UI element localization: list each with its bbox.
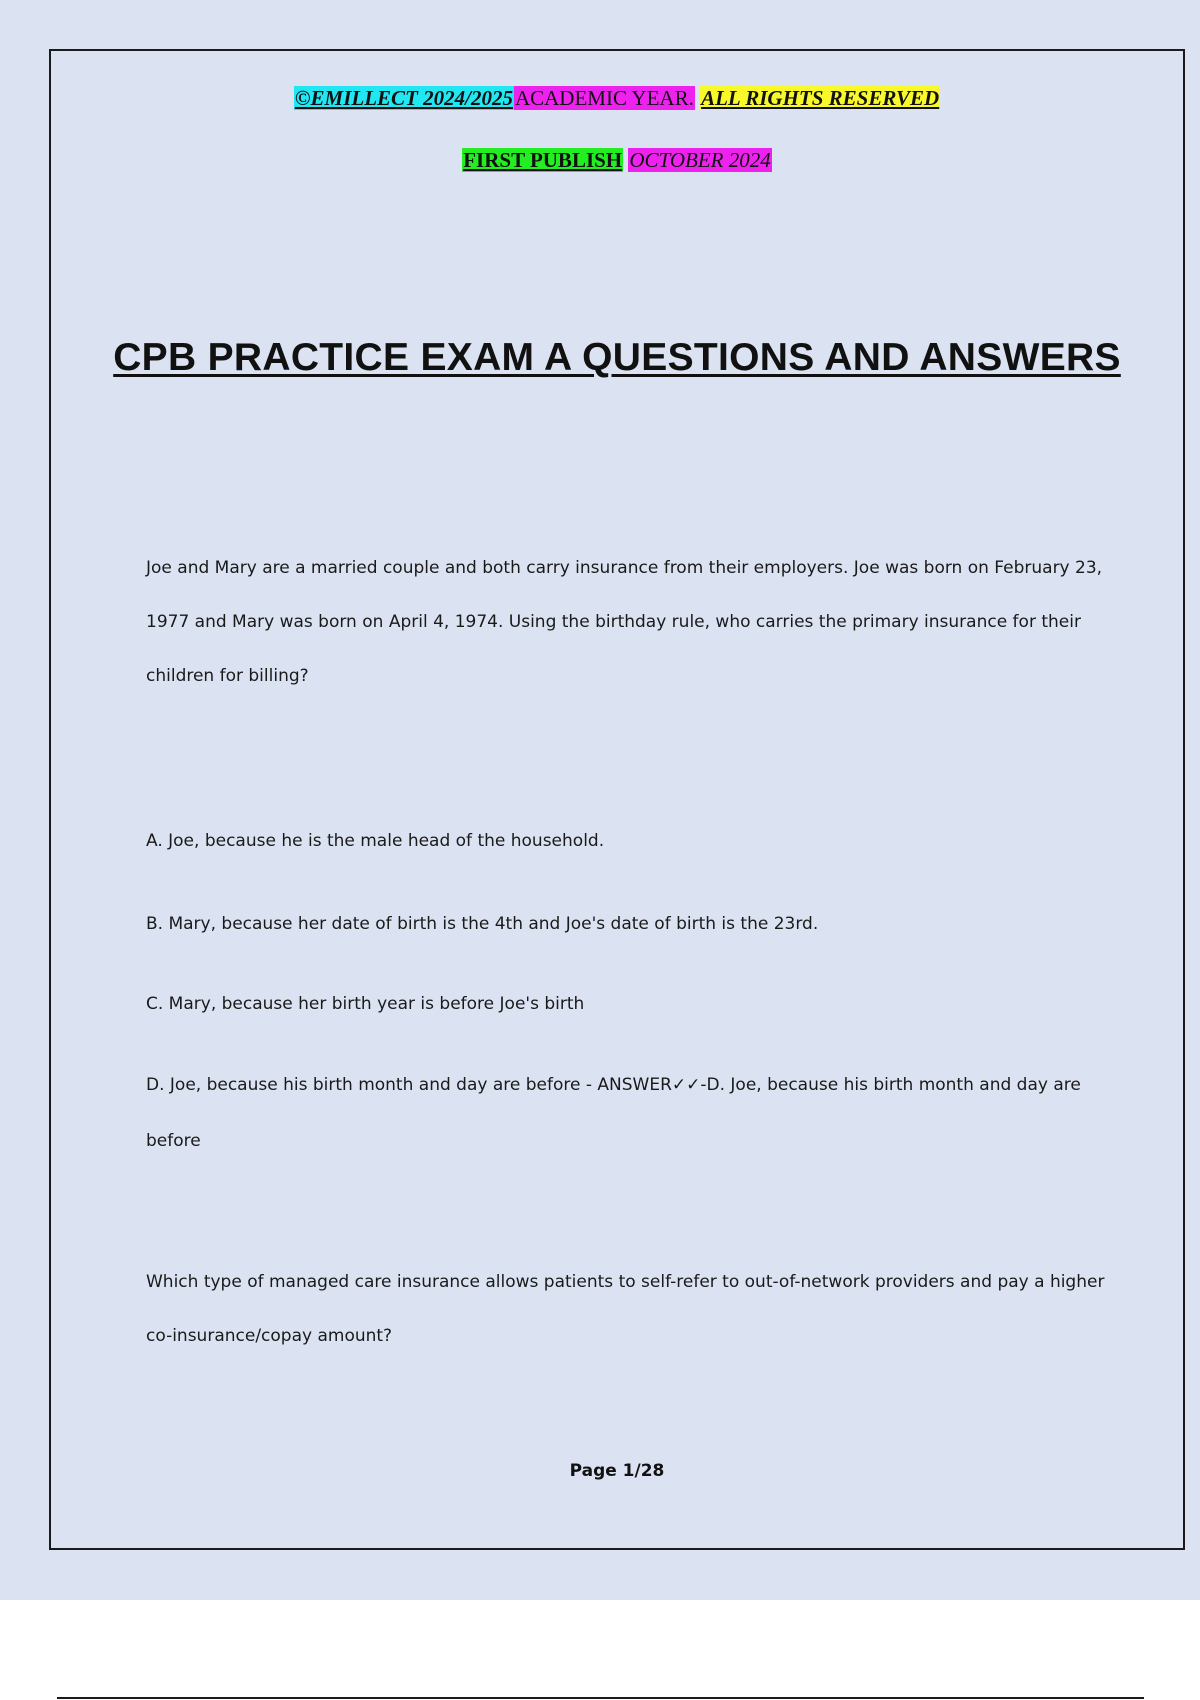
page-border-frame [49, 49, 1185, 1550]
question-1-option-a: A. Joe, because he is the male head of the household. [146, 831, 605, 851]
question-1-option-c: C. Mary, because her birth year is before Joe's birth [146, 994, 585, 1014]
copyright-highlight: ©EMILLECT 2024/2025 [294, 86, 513, 110]
document-title: CPB PRACTICE EXAM A QUESTIONS AND ANSWERS [113, 336, 1121, 379]
question-1-option-b: B. Mary, because her date of birth is the 4th and Joe's date of birth is the 23rd. [146, 914, 819, 934]
header-line-publish [51, 147, 1183, 173]
question-1-option-d-answer: D. Joe, because his birth month and day are before - ANSWER✓✓-D. Joe, because his birth month and day are before [146, 1075, 1081, 1151]
question-2-text: Which type of managed care insurance allows patients to self-refer to out-of-network providers and pay a higher co-insurance/copay amount? [146, 1272, 1105, 1346]
publish-date-highlight: OCTOBER 2024 [629, 148, 771, 172]
page-number: Page 1/28 [569, 1461, 665, 1481]
rights-reserved-highlight: ALL RIGHTS RESERVED [701, 86, 940, 110]
first-publish-highlight: FIRST PUBLISH [463, 148, 623, 172]
question-1-text: Joe and Mary are a married couple and both carry insurance from their employers. Joe was born on February 23, 1977 and Mary was born on April 4, 1974. Using the birthday rule, who carries the primary insurance for their children for billing? [146, 558, 1103, 686]
academic-year-highlight: ACADEMIC YEAR. [514, 86, 694, 110]
next-page-divider [57, 1697, 1144, 1699]
header-line-copyright [51, 85, 1183, 111]
